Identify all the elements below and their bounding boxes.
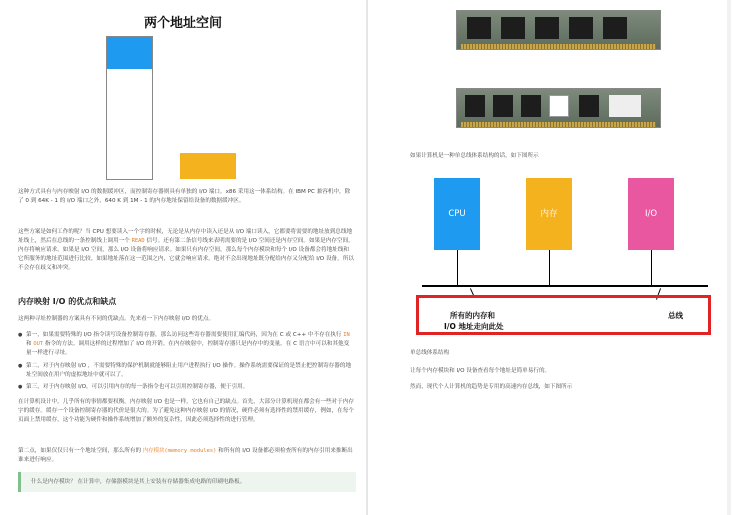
caption-dedicated-bus: 然而，现代个人计算机的趋势是专用的高速内存总线，如下图所示 xyxy=(410,384,573,390)
ram-chip xyxy=(549,95,569,117)
right-page xyxy=(368,0,733,515)
left-page xyxy=(0,0,366,515)
bullet-2: ● 第二，对于内存映射 I/O ，不需要特殊的保护机制就能够阻止用户进程执行 I/O 操作。操作系统需要保证的是禁止把控制寄存器的地址空间放在用户的虚拟地址中就可以了。 xyxy=(26,362,354,380)
ram-chip xyxy=(501,17,525,39)
in-code: IN xyxy=(343,332,350,338)
bullet-1-and: 和 xyxy=(26,341,32,347)
io-bus-connector xyxy=(651,250,652,286)
paragraph-3: 这两种寻址控制器的方案具有不同的优缺点。先来看一下内存映射 I/O 的优点。 xyxy=(18,316,215,322)
memory-address-space xyxy=(106,36,153,180)
memory-bus-connector xyxy=(549,250,550,286)
io-port-space xyxy=(180,153,236,179)
paragraph-2 xyxy=(18,228,354,273)
annotation-memory-io xyxy=(444,310,504,332)
ram-pins xyxy=(461,122,656,127)
memory-modules-code: 内存模块(memory modules) xyxy=(142,448,217,454)
memory-io-region xyxy=(107,37,152,69)
caption-diagram-title: 单总线体系结构 xyxy=(410,350,450,356)
ram-pins xyxy=(461,44,656,49)
paragraph-4: 在计算机设计中，几乎所有的事情都要权衡。内存映射 I/O 也是一样，它也有自己的缺点。首先，大部分计算机现在都会有一些对于内存字的缓存。缓存一个设备控制寄存器的代价是很大的。为了避免这种内存映射 I/O 的情况，硬件必须有选择性的禁用缓存，例如，在每个页面上禁用缓存，这个功能为硬件和操作系统增加了额外的复杂性，因此必须选择性的进行管理。 xyxy=(18,399,354,423)
ram-chip xyxy=(521,95,541,117)
ram-chip xyxy=(603,17,627,39)
annotation-line-2: I/O 地址走向此处 xyxy=(444,322,504,331)
paragraph-5 xyxy=(18,447,354,465)
page-title: 两个地址空间 xyxy=(143,16,222,31)
paragraph-1: 这种方式具有与内存映射 I/O 的数据缓冲区，而控制寄存器则具有单独的 I/O 端口。x86 采用这一体系结构。在 IBM PC 兼容机中，除了 0 到 64K - 1 的 I/O 端口之外，640 K 到 1M - 1 的内存地址保留给设备的数据缓冲区。 xyxy=(18,189,351,204)
system-bus-line xyxy=(422,285,708,287)
cpu-block: CPU xyxy=(434,178,480,250)
cpu-bus-connector xyxy=(457,250,458,286)
ram-module-photo-1 xyxy=(456,10,661,50)
ram-chip xyxy=(569,17,593,39)
bullet-1-text-a: 第一，如果需要特殊的 I/O 指令读写设备控制寄存器，那么访问这些寄存器需要使用汇编代码，因为在 C 或 C++ 中不存在执行 xyxy=(26,332,342,338)
ram-chip xyxy=(467,17,491,39)
io-block: I/O xyxy=(628,178,674,250)
ram-chip xyxy=(535,17,559,39)
bullet-3: ● 第三，对于内存映射 I/O，可以引用内存的每一条指令也可以引用控制寄存器，便于引用。 xyxy=(26,383,354,392)
out-code: OUT xyxy=(33,341,44,347)
ram-chip xyxy=(579,95,599,117)
read-signal-code: READ xyxy=(131,238,145,244)
memory-module-note: 什么是内存模块？ 在计算中，存储器模块是其上安装有存储器集成电路的印刷电路板。 xyxy=(18,472,356,492)
bullet-1 xyxy=(26,331,354,358)
ram-chip xyxy=(493,95,513,117)
caption-single-bus: 如果计算机是一种单总线体系结构的话，如下图所示 xyxy=(410,153,539,159)
paragraph-2-text-b: 信号。还有第二条信号线来表明需要的是 I/O 空间还是内存空间。如果是内存空间，内存将响应请求。如果是 I/O 空间，那么 I/O 设备将响应请求。如果只有内存空间，那么每个内存模块和每个 I/O 设备都会将地址线和它所服务的地址范围进行比较。如果地址落在这一范围之内，它就会响应请求。绝对不会出现地址既分配给内存又分配给 I/O 设备，所以不会存在歧义和冲突。 xyxy=(18,238,354,271)
paragraph-2-text-a: 这些方案是如何工作的呢？当 CPU 想要读入一个字的时候，无论是从内存中读入还是从 I/O 端口读入，它都要将需要的地址放到总线地址线上，然后在总线的一条控制线上调用一个 xyxy=(18,229,353,244)
annotation-line-1: 所有的内存和 xyxy=(450,311,495,320)
paragraph-5-text-a: 第二点，如果仅仅只有一个地址空间，那么所有的 xyxy=(18,448,142,454)
bus-label: 总线 xyxy=(668,311,683,320)
paragraph-5-text-b: 和所有的 I/O 设备都必须检查所有的内存引用来推断出谁来进行响应。 xyxy=(18,448,353,463)
caption-simple-addressing: 让每个内存模块和 I/O 设备查看每个地址是简单易行的。 xyxy=(410,368,551,374)
ram-module-photo-2 xyxy=(456,88,661,128)
ram-chip xyxy=(609,95,641,117)
bullet-1-text-b: 指令的方法。调用这样的过程增加了 I/O 的开销。在内存映射中，控制寄存器只是内存中的变量，在 C 语言中可以和其他变量一样进行寻址。 xyxy=(26,341,350,356)
section-heading: 内存映射 I/O 的优点和缺点 xyxy=(18,297,117,306)
ram-chip xyxy=(465,95,485,117)
scrollbar[interactable] xyxy=(727,0,731,515)
memory-block: 内存 xyxy=(526,178,572,250)
